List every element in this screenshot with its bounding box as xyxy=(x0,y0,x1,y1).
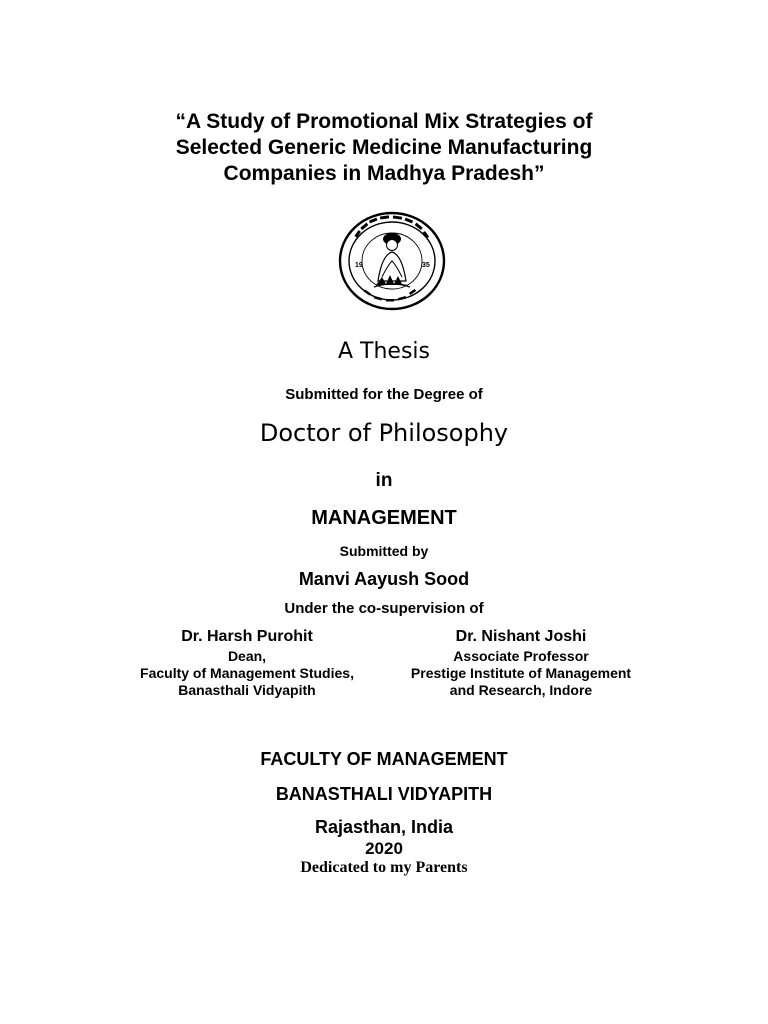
thesis-title-line-1: “A Study of Promotional Mix Strategies of xyxy=(175,110,593,133)
supervisor-1 xyxy=(124,626,370,699)
faculty-name: FACULTY OF MANAGEMENT xyxy=(260,749,508,769)
seal-year-right: 35 xyxy=(422,262,430,269)
supervisor-1-designation: Dean, xyxy=(227,648,267,664)
supervisor-1-department: Faculty of Management Studies, xyxy=(140,665,354,681)
university-seal-icon xyxy=(338,211,446,311)
degree-intro: Submitted for the Degree of xyxy=(285,386,483,403)
location: Rajasthan, India xyxy=(314,817,454,837)
supervisor-1-institution: Banasthali Vidyapith xyxy=(178,682,316,698)
author-name: Manvi Aayush Sood xyxy=(298,569,470,589)
in-label: in xyxy=(375,470,393,491)
thesis-title xyxy=(0,109,768,187)
thesis-label: A Thesis xyxy=(338,339,430,364)
dedication: Dedicated to my Parents xyxy=(300,859,468,876)
supervisor-1-name: Dr. Harsh Purohit xyxy=(181,628,313,645)
cosupervision-label: Under the co-supervision of xyxy=(284,600,484,617)
submission-year: 2020 xyxy=(365,839,403,858)
thesis-title-line-2: Selected Generic Medicine Manufacturing xyxy=(175,136,593,159)
supervisor-2 xyxy=(394,626,648,699)
seal-year-left: 19 xyxy=(355,262,363,269)
university-name: BANASTHALI VIDYAPITH xyxy=(275,784,493,804)
degree-name: Doctor of Philosophy xyxy=(259,419,509,447)
supervisor-2-name: Dr. Nishant Joshi xyxy=(455,628,587,645)
submitted-by-label: Submitted by xyxy=(339,543,429,559)
field-of-study: MANAGEMENT xyxy=(311,507,457,529)
thesis-title-line-3: Companies in Madhya Pradesh” xyxy=(223,162,545,185)
supervisor-2-institution: and Research, Indore xyxy=(449,682,593,698)
supervisor-2-department: Prestige Institute of Management xyxy=(410,665,632,681)
supervisor-2-designation: Associate Professor xyxy=(453,648,589,664)
